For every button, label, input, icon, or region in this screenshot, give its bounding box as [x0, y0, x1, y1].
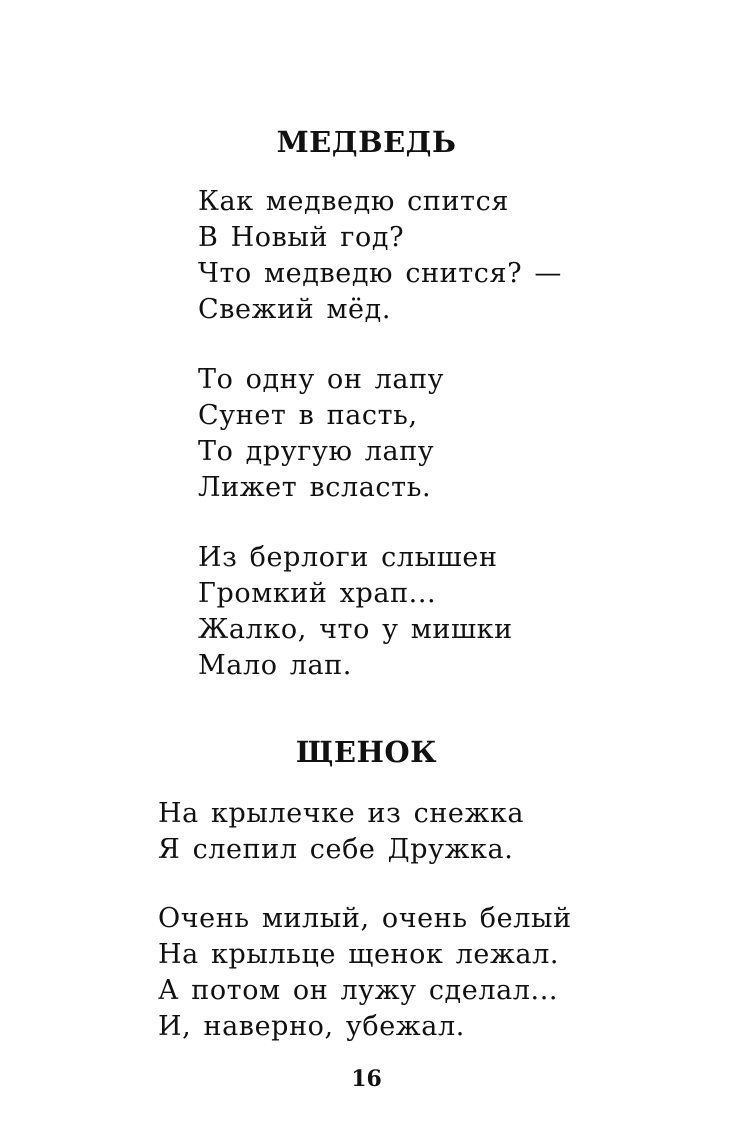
- poem-medved-stanza-3: [198, 540, 513, 684]
- poem-line: Свежий мёд.: [198, 294, 392, 325]
- poem-medved-stanza-1: [198, 184, 562, 328]
- poem-title-shchenok: ЩЕНОК: [295, 735, 438, 769]
- poem-line: Как медведю спится: [198, 186, 509, 217]
- poem-line: Жалко, что у мишки: [198, 614, 513, 645]
- poem-line: То одну он лапу: [198, 364, 445, 395]
- poem-line: А потом он лужу сделал...: [158, 975, 559, 1006]
- poem-line: Из берлоги слышен: [198, 542, 498, 573]
- poem-line: Громкий храп...: [198, 578, 437, 609]
- poem-line: Мало лап.: [198, 650, 352, 681]
- page-number: 16: [351, 1066, 382, 1092]
- poem-line: Сунет в пасть,: [198, 400, 418, 431]
- poem-line: На крыльце щенок лежал.: [158, 939, 560, 970]
- poem-shchenok-stanza-1: [158, 796, 524, 868]
- poem-line: В Новый год?: [198, 222, 405, 253]
- poem-shchenok-stanza-2: [158, 901, 572, 1045]
- poem-line: На крылечке из снежка: [158, 798, 525, 829]
- poem-line: Лижет всласть.: [198, 472, 432, 503]
- poem-line: Очень милый, очень белый: [158, 903, 572, 934]
- poem-line: То другую лапу: [198, 436, 435, 467]
- poem-line: Я слепил себе Дружка.: [158, 834, 514, 865]
- poem-medved-stanza-2: [198, 362, 444, 506]
- poem-line: И, наверно, убежал.: [158, 1011, 465, 1042]
- poem-title-medved: МЕДВЕДЬ: [276, 125, 457, 159]
- poem-line: Что медведю снится? —: [198, 258, 563, 289]
